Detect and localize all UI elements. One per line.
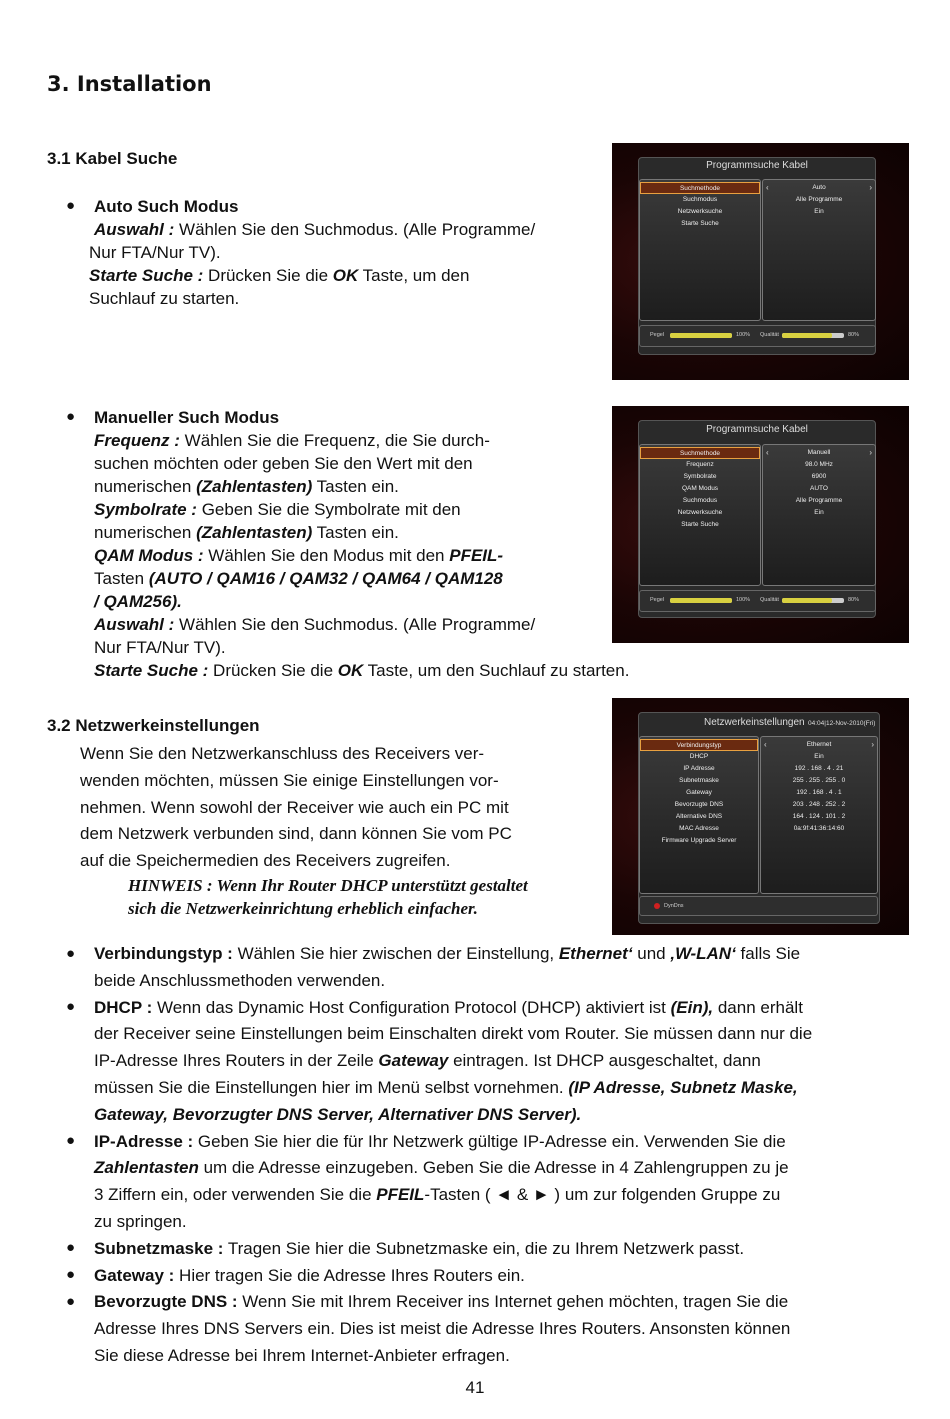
menu-left bbox=[639, 179, 761, 321]
para-line: dem Netzwerk verbunden sind, dann können Sie vom PC bbox=[80, 824, 512, 844]
menu-left bbox=[639, 444, 761, 586]
label: Gateway : bbox=[94, 1265, 175, 1285]
wlan: ‚W-LAN‘ bbox=[670, 944, 736, 963]
text: und bbox=[632, 944, 671, 963]
menu-value: 0a:9f:41:36:14:60 bbox=[793, 825, 845, 832]
subnetz-line bbox=[94, 1236, 914, 1263]
text: Tasten bbox=[94, 569, 149, 588]
text: Wählen Sie den Suchmodus. (Alle Programme/ bbox=[174, 220, 536, 239]
text: Taste, um den Suchlauf zu starten. bbox=[363, 661, 630, 680]
label: Auswahl : bbox=[94, 615, 175, 634]
pegel-bar bbox=[670, 333, 732, 338]
text: numerischen bbox=[94, 523, 197, 542]
bullet-line: zu springen. bbox=[94, 1211, 187, 1231]
menu-value: Alle Programme bbox=[795, 196, 843, 203]
gateway: Gateway bbox=[378, 1051, 449, 1071]
manual-line bbox=[94, 521, 399, 544]
qualitaet-value: 80% bbox=[848, 332, 860, 338]
manual-line: suchen möchten oder geben Sie den Wert mit den bbox=[94, 454, 473, 473]
pegel-bar bbox=[670, 598, 732, 603]
screenshot-programmsuche-manuell bbox=[612, 406, 909, 643]
menu-left bbox=[639, 736, 759, 894]
manual-line bbox=[94, 567, 503, 590]
menu-value: 203 . 248 . 252 . 2 bbox=[792, 801, 846, 808]
text: Drücken Sie die bbox=[208, 661, 338, 680]
menu-item: Starte Suche bbox=[681, 220, 719, 227]
qualitaet-bar bbox=[782, 598, 844, 603]
menu-item: Alternative DNS bbox=[675, 813, 723, 820]
text: um die Adresse einzugeben. Geben Sie die Adresse in 4 Zahlengruppen zu je bbox=[198, 1158, 789, 1178]
manual-line bbox=[94, 475, 399, 498]
screenshot-netzwerkeinstellungen bbox=[612, 698, 909, 935]
menu-item: Suchmodus bbox=[682, 497, 718, 504]
bullet bbox=[66, 945, 75, 962]
text: müssen Sie die Einstellungen hier im Menü selbst vornehmen. bbox=[94, 1077, 569, 1097]
page-number: 41 bbox=[465, 1378, 485, 1397]
text: Taste, um den bbox=[358, 266, 470, 285]
screen-title: Netzwerkeinstellungen bbox=[704, 717, 805, 728]
screenshot-programmsuche-auto bbox=[612, 143, 909, 380]
frequenz-line bbox=[94, 429, 490, 452]
left-arrow-icon: ‹ bbox=[764, 740, 767, 749]
para-line: Wenn Sie den Netzwerkanschluss des Receivers ver- bbox=[80, 744, 485, 763]
bullet-list bbox=[94, 941, 914, 1370]
label: Symbolrate : bbox=[94, 500, 197, 519]
label: Auswahl : bbox=[94, 220, 175, 239]
menu-value: 192 . 168 . 4 . 21 bbox=[794, 765, 844, 772]
qualitaet-value: 80% bbox=[848, 597, 860, 603]
text: Drücken Sie die bbox=[203, 266, 333, 285]
label: IP-Adresse : bbox=[94, 1131, 194, 1151]
text: dann erhält bbox=[713, 997, 803, 1017]
ethernet: Ethernet‘ bbox=[558, 944, 633, 963]
menu-item: Starte Suche bbox=[681, 521, 719, 528]
menu-value: Alle Programme bbox=[795, 497, 843, 504]
menu-right bbox=[762, 179, 876, 321]
menu-item: Suchmodus bbox=[682, 196, 718, 203]
menu-item: Netzwerksuche bbox=[677, 509, 723, 516]
zahlentasten: (Zahlentasten) bbox=[196, 523, 313, 542]
dns-line bbox=[94, 1289, 914, 1316]
bullet-line: Adresse Ihres DNS Servers ein. Dies ist meist die Adresse Ihres Routers. Ansonsten können bbox=[94, 1319, 791, 1339]
verbindungstyp-line bbox=[94, 941, 914, 968]
symbolrate-line bbox=[94, 498, 461, 521]
menu-value: Manuell bbox=[807, 449, 831, 456]
bullet bbox=[66, 1293, 75, 1310]
menu-value: 98.0 MHz bbox=[805, 461, 833, 468]
zahlentasten: Zahlentasten bbox=[94, 1158, 199, 1178]
bullet bbox=[66, 998, 75, 1015]
text: IP-Adresse Ihres Routers in der Zeile bbox=[94, 1051, 379, 1071]
signal-panel bbox=[639, 590, 876, 612]
bullet bbox=[66, 408, 75, 425]
manual-line: / QAM256). bbox=[94, 592, 182, 611]
label: Bevorzugte DNS : bbox=[94, 1292, 238, 1312]
manual-line: Nur FTA/Nur TV). bbox=[94, 638, 226, 657]
section-3-2-title: 3.2 Netzwerkeinstellungen bbox=[47, 716, 260, 735]
menu-item: Suchmethode bbox=[640, 447, 760, 459]
text: Geben Sie hier die für Ihr Netzwerk gültige IP-Adresse ein. Verwenden Sie die bbox=[193, 1131, 786, 1151]
right-arrow-icon: › bbox=[869, 183, 872, 192]
pegel-value: 100% bbox=[736, 332, 751, 338]
bullet-line bbox=[94, 1155, 914, 1182]
qualitaet-label: Qualität bbox=[760, 332, 779, 338]
menu-value: 255 . 255 . 255 . 0 bbox=[792, 777, 846, 784]
menu-value: Ein bbox=[814, 208, 824, 215]
right-arrow-icon: › bbox=[871, 740, 874, 749]
ok-key: OK bbox=[337, 661, 364, 680]
section-3-1-title: 3.1 Kabel Suche bbox=[47, 149, 178, 168]
bullet-line bbox=[94, 1075, 914, 1102]
auto-mode-title: Auto Such Modus bbox=[94, 197, 239, 216]
menu-value: 164 . 124 . 101 . 2 bbox=[792, 813, 846, 820]
bullet-line: der Receiver seine Einstellungen beim Einschalten direkt vom Router. Sie müssen dann nur die bbox=[94, 1024, 813, 1044]
pegel-label: Pegel bbox=[650, 597, 665, 603]
text: Wenn Sie mit Ihrem Receiver ins Internet gehen möchten, tragen Sie die bbox=[237, 1292, 789, 1312]
datetime: 04:04|12-Nov-2010(Fri) bbox=[808, 720, 876, 727]
text: Wählen Sie hier zwischen der Einstellung, bbox=[232, 944, 559, 963]
auto-auswahl-line bbox=[94, 218, 535, 241]
red-button-icon bbox=[654, 903, 660, 909]
menu-right bbox=[762, 444, 876, 586]
dhcp-fields: (IP Adresse, Subnetz Maske, bbox=[568, 1077, 798, 1097]
bullet bbox=[66, 1239, 75, 1256]
pfeil: PFEIL- bbox=[449, 546, 504, 565]
label: Frequenz : bbox=[94, 431, 180, 450]
left-arrow-icon: ‹ bbox=[766, 183, 769, 192]
label: Starte Suche : bbox=[89, 266, 204, 285]
manual-mode-title: Manueller Such Modus bbox=[94, 408, 280, 427]
qualitaet-fill bbox=[782, 598, 832, 603]
menu-right bbox=[760, 736, 878, 894]
screen-title: Programmsuche Kabel bbox=[706, 424, 808, 435]
qam-line bbox=[94, 544, 503, 567]
pegel-fill bbox=[670, 598, 732, 603]
bullet-line bbox=[94, 1182, 914, 1209]
text: Tasten ein. bbox=[312, 523, 399, 542]
qualitaet-bar bbox=[782, 333, 844, 338]
menu-item: Symbolrate bbox=[683, 473, 717, 480]
page-heading: 3. Installation bbox=[47, 72, 212, 96]
label: DHCP : bbox=[94, 997, 153, 1017]
left-arrow-icon: ‹ bbox=[766, 448, 769, 457]
text: 3 Ziffern ein, oder verwenden Sie die bbox=[94, 1185, 377, 1205]
manual-auswahl-line bbox=[94, 613, 535, 636]
bullet bbox=[66, 197, 75, 214]
pegel-value: 100% bbox=[736, 597, 751, 603]
manual-starte-line bbox=[94, 659, 629, 682]
menu-value: Ethernet bbox=[806, 741, 832, 748]
text: Hier tragen Sie die Adresse Ihres Routers ein. bbox=[174, 1265, 525, 1285]
dhcp-line bbox=[94, 995, 914, 1022]
menu-value: AUTO bbox=[810, 485, 828, 492]
label: QAM Modus : bbox=[94, 546, 204, 565]
text: falls Sie bbox=[735, 944, 801, 963]
pfeil: PFEIL bbox=[376, 1185, 425, 1205]
dyndns-label: DynDns bbox=[664, 903, 684, 909]
screen-title: Programmsuche Kabel bbox=[706, 160, 808, 171]
bullet-line: beide Anschlussmethoden verwenden. bbox=[94, 970, 386, 990]
menu-value: Ein bbox=[814, 753, 824, 760]
hinweis-line: sich die Netzwerkeinrichtung erheblich einfacher. bbox=[128, 899, 478, 918]
hinweis-line: HINWEIS : Wenn Ihr Router DHCP unterstützt gestaltet bbox=[128, 876, 528, 895]
auto-starte-line2: Suchlauf zu starten. bbox=[89, 289, 240, 308]
auto-auswahl-line2: Nur FTA/Nur TV). bbox=[89, 243, 221, 262]
right-arrow-icon: › bbox=[869, 448, 872, 457]
para-line: wenden möchten, müssen Sie einige Einstellungen vor- bbox=[80, 770, 499, 790]
pegel-fill bbox=[670, 333, 732, 338]
text: Wählen Sie die Frequenz, die Sie durch- bbox=[179, 431, 490, 450]
text: Geben Sie die Symbolrate mit den bbox=[196, 500, 461, 519]
label: Starte Suche : bbox=[94, 661, 209, 680]
menu-item: QAM Modus bbox=[681, 485, 719, 492]
text: Wenn das Dynamic Host Configuration Protocol (DHCP) aktiviert ist bbox=[152, 997, 671, 1017]
menu-value: 192 . 168 . 4 . 1 bbox=[796, 789, 842, 796]
pegel-label: Pegel bbox=[650, 332, 665, 338]
menu-item: Subnetmaske bbox=[679, 777, 719, 784]
menu-item: IP Adresse bbox=[683, 765, 715, 772]
bullet-line: Gateway, Bevorzugter DNS Server, Alternativer DNS Server). bbox=[94, 1104, 582, 1124]
auto-starte-line bbox=[89, 264, 469, 287]
menu-item: Gateway bbox=[686, 789, 712, 796]
menu-item: DHCP bbox=[689, 753, 709, 760]
text: Wählen Sie den Suchmodus. (Alle Programme/ bbox=[174, 615, 536, 634]
bullet-line: Sie diese Adresse bei Ihrem Internet-Anbieter erfragen. bbox=[94, 1345, 510, 1365]
text: Wählen Sie den Modus mit den bbox=[203, 546, 450, 565]
bullet bbox=[66, 1266, 75, 1283]
menu-value: Ein bbox=[814, 509, 824, 516]
ip-line bbox=[94, 1129, 914, 1156]
label: Verbindungstyp : bbox=[94, 944, 233, 963]
para-line: nehmen. Wenn sowohl der Receiver wie auch ein PC mit bbox=[80, 797, 509, 817]
menu-item: Firmware Upgrade Server bbox=[661, 837, 737, 844]
menu-value: Auto bbox=[812, 184, 826, 191]
text: -Tasten ( ◄ & ► ) um zur folgenden Gruppe zu bbox=[424, 1185, 781, 1205]
ein: (Ein), bbox=[670, 997, 714, 1017]
menu-value: 6900 bbox=[811, 473, 827, 480]
menu-item: Suchmethode bbox=[640, 182, 760, 194]
text: eintragen. Ist DHCP ausgeschaltet, dann bbox=[448, 1051, 761, 1071]
bullet bbox=[66, 1132, 75, 1149]
bullet-line bbox=[94, 1048, 914, 1075]
qualitaet-label: Qualität bbox=[760, 597, 779, 603]
menu-item: Netzwerksuche bbox=[677, 208, 723, 215]
menu-item: Frequenz bbox=[686, 461, 714, 468]
qualitaet-fill bbox=[782, 333, 832, 338]
ok-key: OK bbox=[332, 266, 359, 285]
text: Tragen Sie hier die Subnetzmaske ein, die zu Ihrem Netzwerk passt. bbox=[223, 1238, 745, 1258]
text: Tasten ein. bbox=[312, 477, 399, 496]
menu-item: Verbindungstyp bbox=[640, 739, 758, 751]
zahlentasten: (Zahlentasten) bbox=[196, 477, 313, 496]
gateway-line bbox=[94, 1263, 914, 1290]
network-intro bbox=[80, 741, 600, 875]
para-line: auf die Speichermedien des Receivers zugreifen. bbox=[80, 851, 451, 871]
menu-item: Bevorzugte DNS bbox=[674, 801, 724, 808]
footer-panel bbox=[639, 896, 878, 916]
text: numerischen bbox=[94, 477, 197, 496]
label: Subnetzmaske : bbox=[94, 1238, 224, 1258]
signal-panel bbox=[639, 325, 876, 347]
menu-item: MAC Adresse bbox=[679, 825, 719, 832]
qam-values: (AUTO / QAM16 / QAM32 / QAM64 / QAM128 bbox=[148, 569, 503, 588]
